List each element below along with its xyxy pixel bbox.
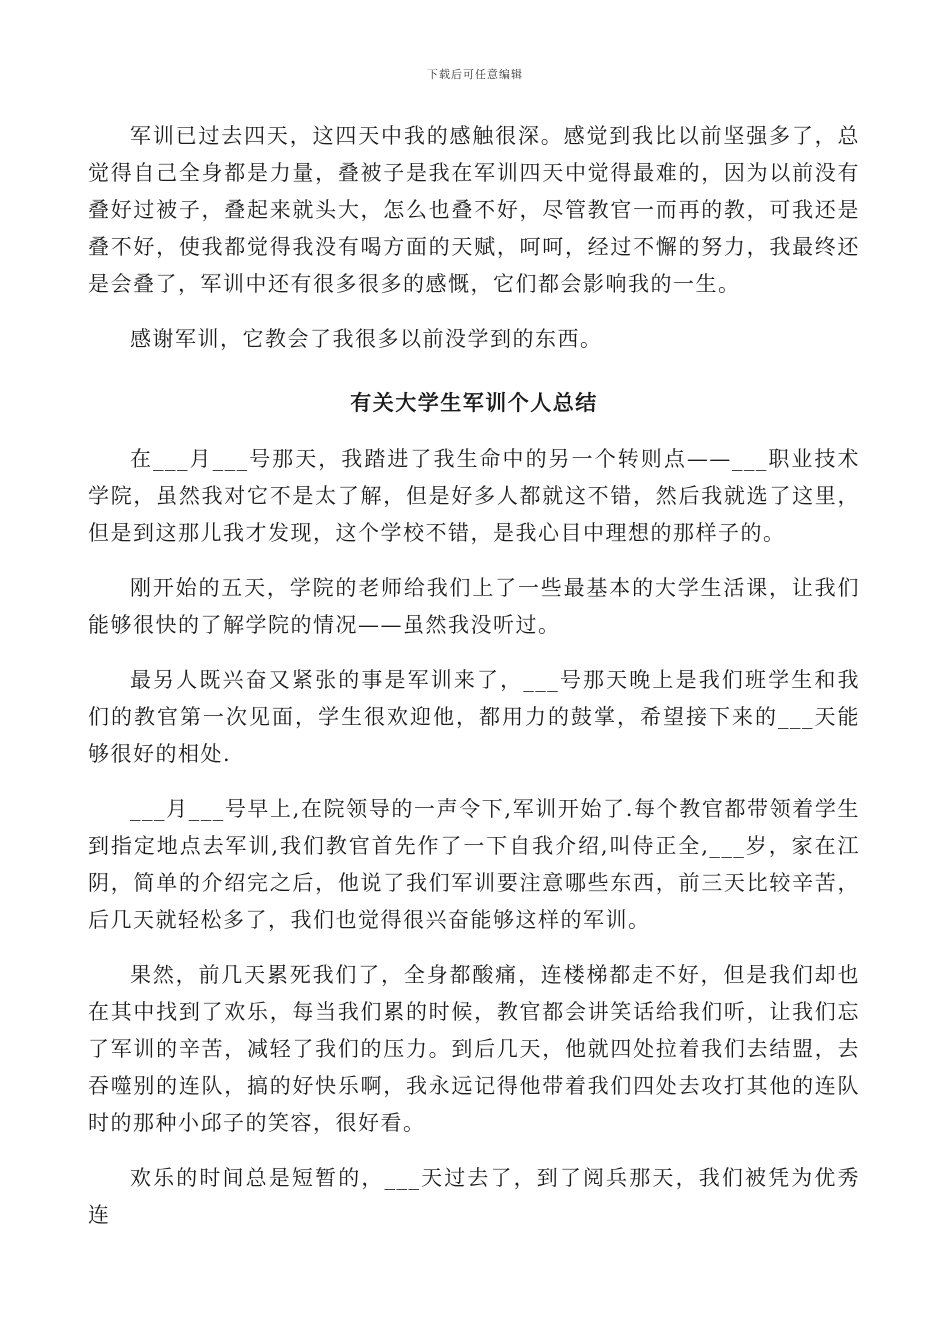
paragraph: 感谢军训，它教会了我很多以前没学到的东西。 (130, 327, 603, 351)
paragraph: ___月___号早上,在院领导的一声令下,军训开始了.每个教官都带领着学生到指定地点去军训,我们教官首先作了一下自我介绍,叫侍正全,___岁，家在江阴，简单的介绍完之后，他说了我们军训要注意哪些东西，前三天比较辛苦，后几天就轻松多了，我们也觉得很兴奋能够这样的军训。 (88, 797, 860, 932)
document-body (88, 118, 860, 1252)
paragraph: 欢乐的时间总是短暂的，___天过去了，到了阅兵那天，我们被凭为优秀连 (88, 1166, 860, 1227)
paragraph: 军训已过去四天，这四天中我的感触很深。感觉到我比以前坚强多了，总觉得自己全身都是力量，叠被子是我在军训四天中觉得最难的，因为以前没有叠好过被子，叠起来就头大，怎么也叠不好，尽管教官一而再的教，可我还是叠不好，使我都觉得我没有喝方面的天赋，呵呵，经过不懈的努力，我最终还是会叠了，军训中还有很多很多的感慨，它们都会影响我的一生。 (88, 124, 860, 296)
paragraph: 在___月___号那天，我踏进了我生命中的另一个转则点——___职业技术学院，虽然我对它不是太了解，但是好多人都就这不错，然后我就选了这里，但是到这那儿我才发现，这个学校不错，是我心目中理想的那样子的。 (88, 447, 860, 545)
paragraph: 果然，前几天累死我们了，全身都酸痛，连楼梯都走不好，但是我们却也在其中找到了欢乐，每当我们累的时候，教官都会讲笑话给我们听，让我们忘了军训的辛苦，减轻了我们的压力。到后几天，他就四处拉着我们去结盟，去吞噬别的连队，搞的好快乐啊，我永远记得他带着我们四处去攻打其他的连队时的那种小邱子的笑容，很好看。 (88, 963, 860, 1135)
paragraph: 最另人既兴奋又紧张的事是军训来了，___号那天晚上是我们班学生和我们的教官第一次见面，学生很欢迎他，都用力的鼓掌，希望接下来的___天能够很好的相处. (88, 668, 860, 766)
paragraph: 刚开始的五天，学院的老师给我们上了一些最基本的大学生活课，让我们能够很快的了解学院的情况——虽然我没听过。 (88, 576, 860, 637)
page-header: 下载后可任意编辑 (427, 68, 523, 81)
section-title: 有关大学生军训个人总结 (350, 390, 598, 415)
